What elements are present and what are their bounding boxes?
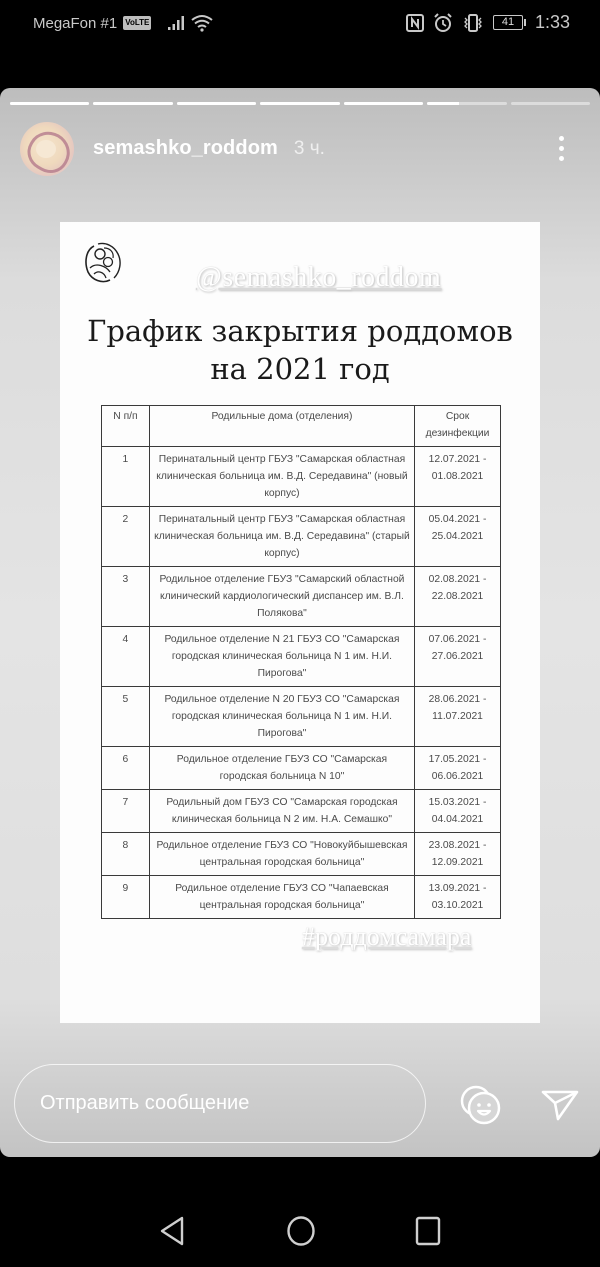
row-period: 02.08.2021 - 22.08.2021 <box>415 567 501 627</box>
story-header <box>20 121 580 176</box>
row-hospital: Родильное отделение ГБУЗ СО "Новокуйбышевская центральная городская больница" <box>149 833 414 876</box>
time-ago: 3 ч. <box>293 137 325 159</box>
row-hospital: Родильное отделение ГБУЗ "Самарский областной клинический кардиологический диспансер им. В.Л. Полякова" <box>149 567 414 627</box>
row-number: 2 <box>102 507 150 567</box>
progress-segment <box>260 102 339 105</box>
document-title: График закрытия роддомов на 2021 год <box>87 314 513 386</box>
send-icon[interactable] <box>540 1088 580 1122</box>
header-number: N п/п <box>102 406 150 447</box>
progress-segment <box>344 102 423 105</box>
row-hospital: Родильное отделение N 20 ГБУЗ СО "Самарская городская клиническая больница N 1 им. Н.И. Пирогова" <box>149 687 414 747</box>
signal-icon <box>167 15 185 31</box>
progress-segment-current <box>427 102 506 105</box>
progress-segment <box>177 102 256 105</box>
row-period: 17.05.2021 - 06.06.2021 <box>415 747 501 790</box>
story-progress-bar <box>10 102 590 105</box>
row-number: 3 <box>102 567 150 627</box>
username[interactable]: semashko_roddom <box>93 137 278 159</box>
clock: 1:33 <box>534 12 570 32</box>
row-hospital: Перинатальный центр ГБУЗ "Самарская областная клиническая больница им. В.Д. Середавина" (новый корпус) <box>149 447 414 507</box>
home-icon[interactable] <box>286 1216 316 1246</box>
row-hospital: Родильное отделение N 21 ГБУЗ СО "Самарская городская клиническая больница N 1 им. Н.И. Пирогова" <box>149 627 414 687</box>
table-row <box>102 833 501 876</box>
progress-segment <box>10 102 89 105</box>
alarm-icon <box>433 13 453 33</box>
row-hospital: Перинатальный центр ГБУЗ "Самарская областная клиническая больница им. В.Д. Середавина" (старый корпус) <box>149 507 414 567</box>
table-row <box>102 747 501 790</box>
recents-icon[interactable] <box>414 1216 442 1246</box>
row-hospital: Родильный дом ГБУЗ СО "Самарская городская клиническая больница N 2 им. Н.А. Семашко" <box>149 790 414 833</box>
row-number: 7 <box>102 790 150 833</box>
row-number: 4 <box>102 627 150 687</box>
row-number: 8 <box>102 833 150 876</box>
row-number: 1 <box>102 447 150 507</box>
row-hospital: Родильное отделение ГБУЗ СО "Чапаевская центральная городская больница" <box>149 876 414 919</box>
status-bar <box>0 0 600 52</box>
vibrate-icon <box>462 13 484 33</box>
row-hospital: Родильное отделение ГБУЗ СО "Самарская городская больница N 10" <box>149 747 414 790</box>
emoji-sticker-icon[interactable] <box>458 1084 504 1126</box>
closure-schedule-table <box>101 405 501 919</box>
nfc-icon <box>406 14 424 32</box>
maternity-logo-icon <box>80 240 126 286</box>
header-period: Срок дезинфекции <box>415 406 501 447</box>
battery-icon: 41 <box>493 15 526 30</box>
carrier-name: MegaFon #1 <box>33 14 118 32</box>
row-number: 5 <box>102 687 150 747</box>
row-period: 05.04.2021 - 25.04.2021 <box>415 507 501 567</box>
header-hospital: Родильные дома (отделения) <box>149 406 414 447</box>
table-header-row <box>102 406 501 447</box>
row-number: 9 <box>102 876 150 919</box>
table-row <box>102 567 501 627</box>
wifi-icon <box>191 14 213 32</box>
hashtag-sticker[interactable]: #роддомсамара <box>302 922 472 951</box>
row-period: 28.06.2021 - 11.07.2021 <box>415 687 501 747</box>
progress-segment <box>93 102 172 105</box>
row-number: 6 <box>102 747 150 790</box>
table-row <box>102 790 501 833</box>
more-vertical-icon[interactable] <box>559 136 564 161</box>
avatar[interactable] <box>20 122 74 176</box>
table-row <box>102 627 501 687</box>
table-row <box>102 876 501 919</box>
row-period: 07.06.2021 - 27.06.2021 <box>415 627 501 687</box>
back-icon[interactable] <box>159 1216 185 1246</box>
send-message-input[interactable]: Отправить сообщение <box>14 1064 426 1143</box>
progress-segment <box>511 102 590 105</box>
table-row <box>102 507 501 567</box>
table-row <box>102 687 501 747</box>
table-row <box>102 447 501 507</box>
row-period: 23.08.2021 - 12.09.2021 <box>415 833 501 876</box>
row-period: 13.09.2021 - 03.10.2021 <box>415 876 501 919</box>
story-viewer[interactable] <box>0 88 600 1157</box>
story-image-document <box>60 222 540 1023</box>
system-nav-bar <box>0 1190 600 1267</box>
row-period: 12.07.2021 - 01.08.2021 <box>415 447 501 507</box>
watermark-text: @semashko_roddom <box>196 262 442 293</box>
row-period: 15.03.2021 - 04.04.2021 <box>415 790 501 833</box>
volte-icon: VoLTE <box>123 16 151 30</box>
